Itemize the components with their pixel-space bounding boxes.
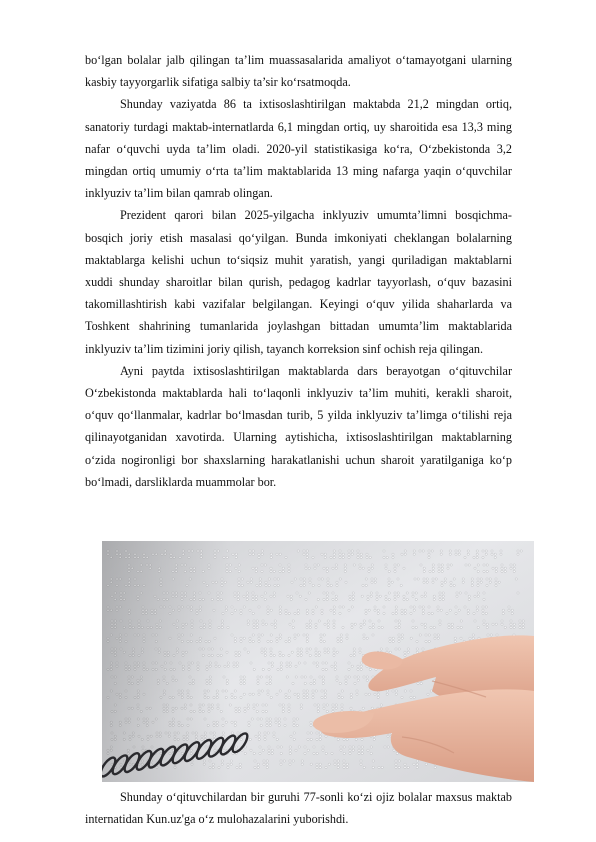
braille-reading-photo xyxy=(102,541,534,782)
paragraph-5: Shunday o‘qituvchilardan bir guruhi 77-sonli ko‘zi ojiz bolalar maxsus maktab internatidan Kun.uz'ga o‘z mulohazalarini yuborishdi. xyxy=(85,790,512,827)
photo-illustration xyxy=(102,541,534,782)
paragraph-1: bo‘lgan bolalar jalb qilingan ta’lim muassasalarida amaliyot o‘tamayotgani ularning kasbiy tayyorgarlik sifatiga salbiy ta’sir ko‘rsatmoqda. xyxy=(85,53,512,90)
paragraph-4: Ayni paytda ixtisoslashtirilgan maktablarda dars berayotgan o‘qituvchilar O‘zbekistonda maktablarda hali to‘laqonli inklyuziv ta’lim muhiti, kerakli sharoit, o‘quv qo‘llanmalar, kadrlar bo‘lmasdan turib, 5 yilda inklyuziv ta’limga o‘tilishi reja qilinayotganidan xavotirda. Ularning aytishicha, ixtisoslashtirilgan maktablarning o‘zida nogironligi bor shaxslarning harakatlanishi uchun sharoit yaratilganiga ko‘p bo‘lmadi, darsliklarda muammolar bor. xyxy=(85,363,512,489)
body-text-top xyxy=(85,49,512,493)
paragraph-2: Shunday vaziyatda 86 ta ixtisoslashtirilgan maktabda 21,2 mingdan ortiq, sanatoriy turdagi maktab-internatlarda 6,1 mingdan ortiq, uy sharoitida esa 13,3 ming nafar o‘quvchi uyda ta’lim oladi. 2020-yil statistikasiga ko‘ra, O‘zbekistonda 3,2 mingdan ortiq umumiy o‘rta ta’lim maktablarida 13 ming nafarga yaqin o‘quvchilar inklyuziv ta’lim bilan qamrab olingan. xyxy=(85,97,512,201)
paragraph-3: Prezident qarori bilan 2025-yilgacha inklyuziv umumta’limni bosqichma-bosqich joriy etish masalasi qo‘yilgan. Bunda imkoniyati cheklangan bolalarning maktablarga kelishi uchun to‘siqsiz muhit yaratish, yangi quriladigan maktablarni xuddi shunday sharoitlar bilan qurish, pedagog kadrlar tayyorlash, o‘quv bazasini takomillashtirish kabi vazifalar belgilangan. Keyingi o‘quv yilida shaharlarda va Toshkent shahrining tumanlarida joylashgan bittadan umumta’lim maktablarida inklyuziv ta’lim tizimini joriy qilish, tayanch korreksion sinf ochish reja qilingan. xyxy=(85,208,512,356)
body-text-bottom xyxy=(85,786,512,830)
